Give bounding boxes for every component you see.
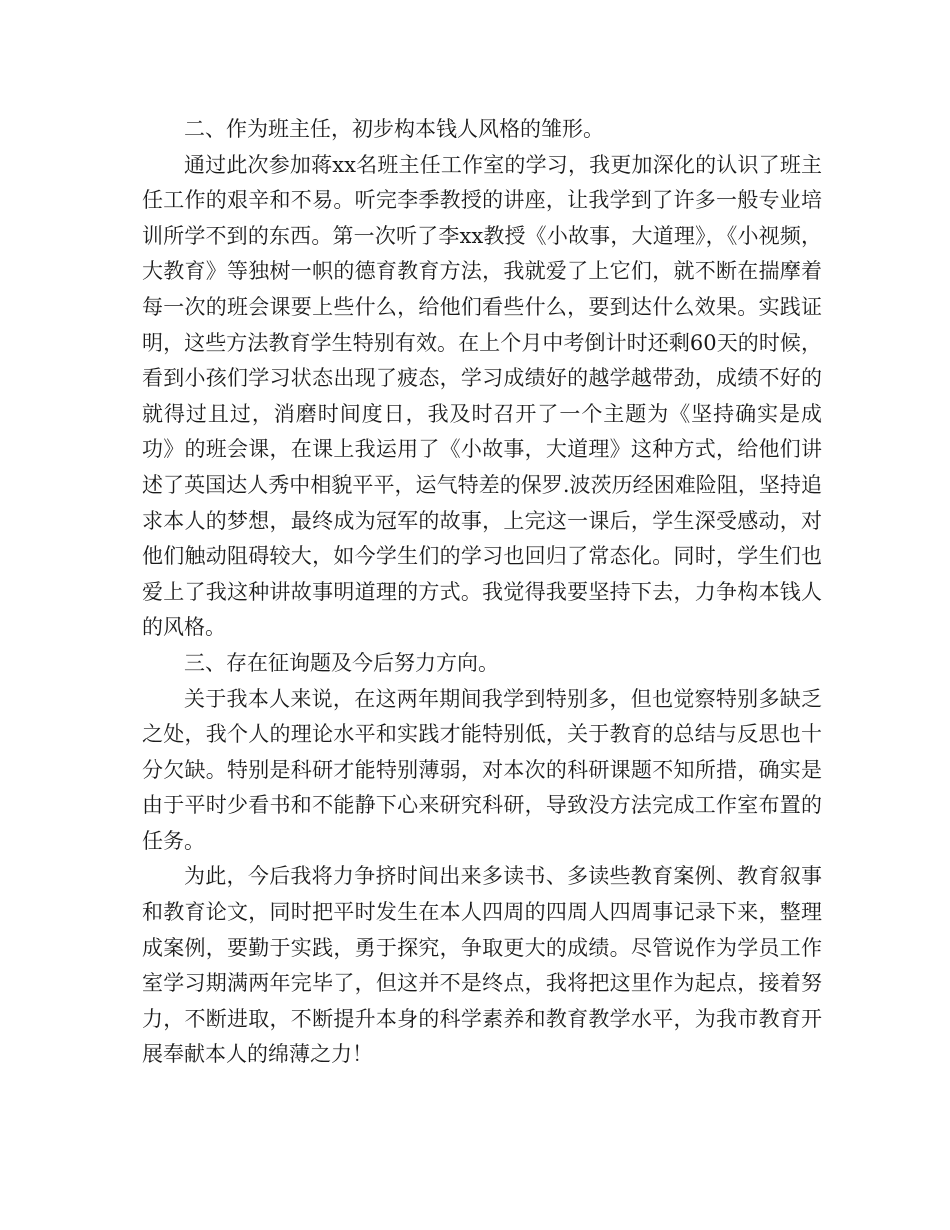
paragraph-class-meeting: 通过此次参加蒋xx名班主任工作室的学习，我更加深化的认识了班主任工作的艰辛和不易。听完李季教授的讲座，让我学到了许多一般专业培训所学不到的东西。第一次听了李xx教授《小故事，大道理》，《小视频，大教育》等独树一帜的德育教育方法，我就爱了上它们，就不断在揣摩着每一次的班会课要上些什么，给他们看些什么，要到达什么效果。实践证明，这些方法教育学生特别有效。在上个月中考倒计时还剩60天的时候，看到小孩们学习状态出现了疲态，学习成绩好的越学越带劲，成绩不好的就得过且过，消磨时间度日，我及时召开了一个主题为《坚持确实是成功》的班会课，在课上我运用了《小故事，大道理》这种方式，给他们讲述了英国达人秀中相貌平平，运气特差的保罗.波茨历经困难险阻，坚持追求本人的梦想，最终成为冠军的故事，上完这一课后，学生深受感动，对他们触动阻碍较大，如今学生们的学习也回归了常态化。同时，学生们也爱上了我这种讲故事明道理的方式。我觉得我要坚持下去，力争构本钱人的风格。 bbox=[142, 152, 822, 640]
section-heading-3: 三、存在征询题及今后努力方向。 bbox=[184, 650, 499, 675]
section-heading-2: 二、作为班主任，初步构本钱人风格的雏形。 bbox=[184, 117, 604, 141]
paragraph-shortcomings: 关于我本人来说，在这两年期间我学到特别多，但也觉察特别多缺乏之处，我个人的理论水平和实践才能特别低，关于教育的总结与反思也十分欠缺。特别是科研才能特别薄弱，对本次的科研课题不知所措，确实是由于平时少看书和不能静下心来研究科研，导致没方法完成工作室布置的任务。 bbox=[142, 686, 822, 853]
paragraph-future-plans: 为此，今后我将力争挤时间出来多读书、多读些教育案例、教育叙事和教育论文，同时把平时发生在本人四周的四周人四周事记录下来，整理成案例，要勤于实践，勇于探究，争取更大的成绩。尽管说作为学员工作室学习期满两年完毕了，但这并不是终点，我将把这里作为起点，接着努力，不断进取，不断提升本身的科学素养和教育教学水平，为我市教育开展奉献本人的绵薄之力！ bbox=[142, 864, 822, 1067]
document-body bbox=[142, 112, 822, 1073]
